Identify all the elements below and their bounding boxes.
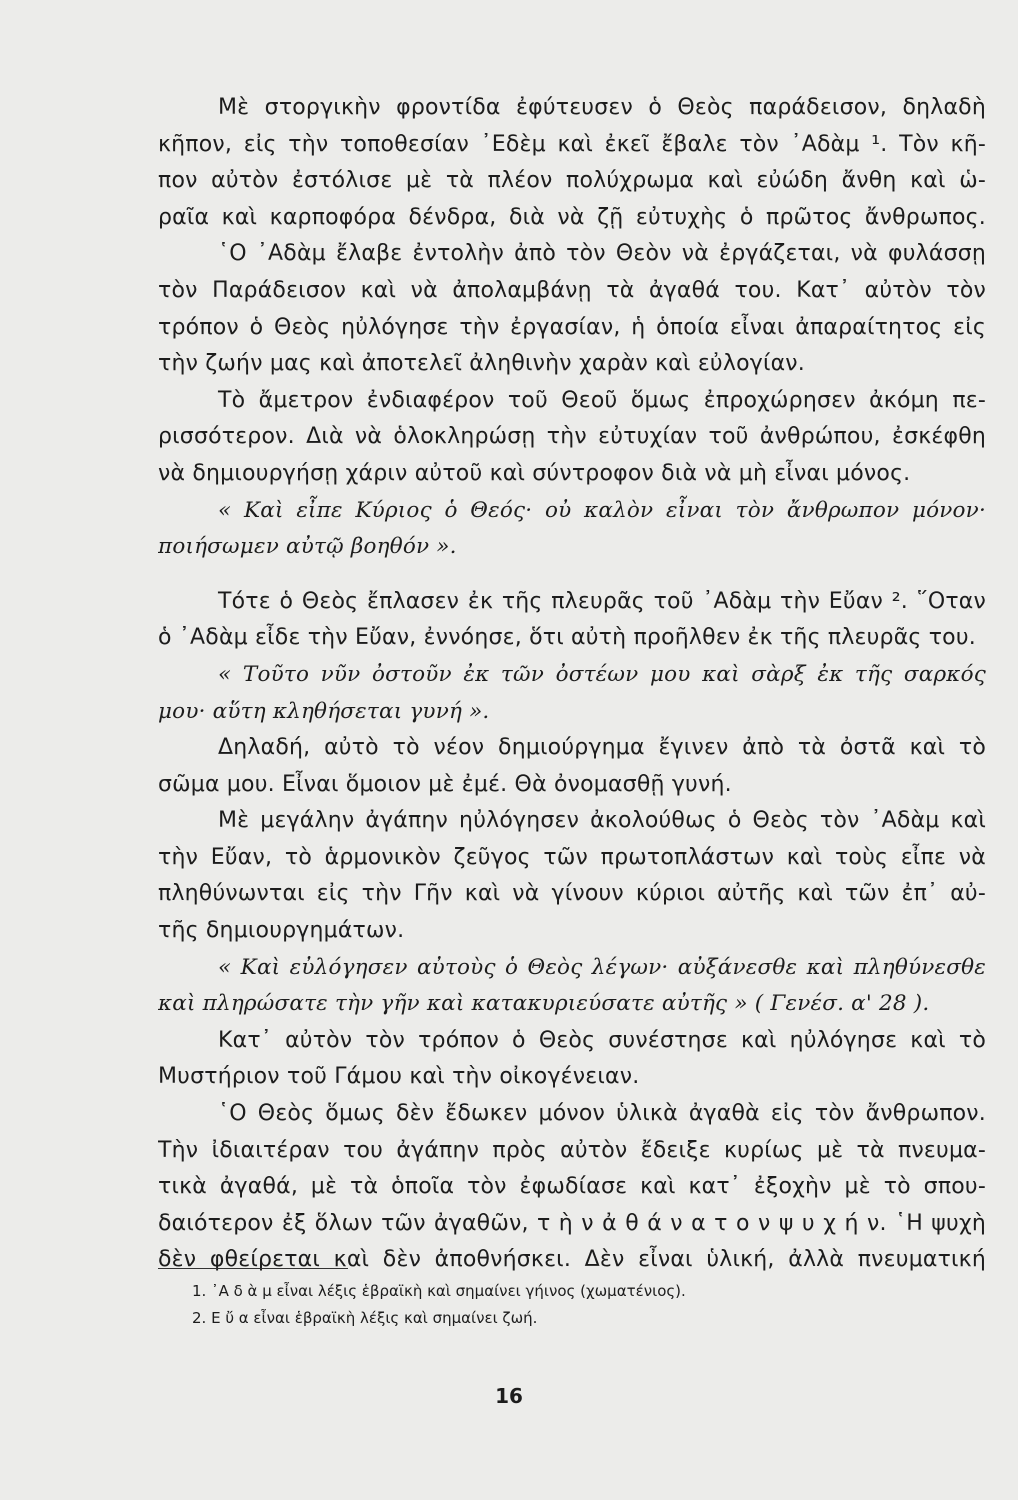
text-line: ὁ ᾿Αδὰμ εἶδε τὴν Εὔαν, ἐννόησε, ὅτι αὐτὴ προῆλθεν ἐκ τῆς πλευρᾶς του. (158, 625, 976, 651)
text-line: Κατ᾿ αὐτὸν τὸν τρόπον ὁ Θεὸς συνέστησε καὶ ηὐλόγησε καὶ τὸ (218, 1027, 986, 1053)
text-line: ῾Ο ᾿Αδὰμ ἔλαβε ἐντολὴν ἀπὸ τὸν Θεὸν νὰ ἐργάζεται, νὰ φυλάσσῃ (218, 241, 986, 267)
text-line: τρόπον ὁ Θεὸς ηὐλόγησε τὴν ἐργασίαν, ἡ ὁποία εἶναι ἀπαραίτητος εἰς (158, 314, 986, 340)
text-line: σῶμα μου. Εἶναι ὅμοιον μὲ ἐμέ. Θὰ ὀνομασθῇ γυνή. (158, 771, 732, 797)
text-line: πον αὐτὸν ἐστόλισε μὲ τὰ πλέον πολύχρωμα καὶ εὐώδη ἄνθη καὶ ὡ- (158, 168, 986, 194)
text-line: κῆπον, εἰς τὴν τοποθεσίαν ᾿Εδὲμ καὶ ἐκεῖ ἔβαλε τὸν ᾿Αδὰμ ¹. Τὸν κῆ- (158, 131, 986, 157)
footnote-divider (158, 1268, 348, 1269)
text-line: Μὲ στοργικὴν φροντίδα ἐφύτευσεν ὁ Θεὸς παράδεισον, δηλαδὴ (218, 95, 986, 120)
paragraph-gap (158, 566, 986, 584)
body-text (158, 90, 986, 1279)
quote-line: « Καὶ εἶπε Κύριος ὁ Θεός· οὐ καλὸν εἶναι τὸν ἄνθρωπον μόνον· (218, 497, 986, 523)
text-line: Μὲ μεγάλην ἀγάπην ηὐλόγησεν ἀκολούθως ὁ Θεὸς τὸν ᾿Αδὰμ καὶ (218, 808, 986, 834)
page-number: 16 (495, 1384, 523, 1408)
footnotes (192, 1278, 952, 1332)
footnote: 2. Ε ὔ α εἶναι ἑβραϊκὴ λέξις καὶ σημαίνει ζωή. (192, 1309, 538, 1327)
footnote: 1. ᾿Α δ ὰ μ εἶναι λέξις ἑβραϊκὴ καὶ σημαίνει γήινος (χωματένιος). (192, 1282, 686, 1300)
text-line: ρισσότερον. Διὰ νὰ ὁλοκληρώσῃ τὴν εὐτυχίαν τοῦ ἀνθρώπου, ἐσκέφθη (158, 424, 986, 450)
text-line: Τὸ ἄμετρον ἐνδιαφέρον τοῦ Θεοῦ ὅμως ἐπροχώρησεν ἀκόμη πε- (218, 387, 986, 413)
text-line: δαιότερον ἐξ ὅλων τῶν ἀγαθῶν, τ ὴ ν ἀ θ ά ν α τ ο ν ψ υ χ ή ν. ῾Η ψυχὴ (158, 1210, 986, 1236)
text-line: τῆς δημιουργημάτων. (158, 918, 405, 944)
text-line: τὸν Παράδεισον καὶ νὰ ἀπολαμβάνῃ τὰ ἀγαθά του. Κατ᾿ αὐτὸν τὸν (158, 277, 986, 303)
text-line: πληθύνωνται εἰς τὴν Γῆν καὶ νὰ γίνουν κύριοι αὐτῆς καὶ τῶν ἐπ᾿ αὐ- (158, 881, 986, 907)
text-line: τὴν ζωήν μας καὶ ἀποτελεῖ ἀληθινὴν χαρὰν καὶ εὐλογίαν. (158, 351, 805, 377)
quote-line: « Καὶ εὐλόγησεν αὐτοὺς ὁ Θεὸς λέγων· αὐξάνεσθε καὶ πληθύνεσθε (218, 954, 986, 980)
text-line: ῾Ο Θεὸς ὅμως δὲν ἔδωκεν μόνον ὑλικὰ ἀγαθὰ εἰς τὸν ἄνθρωπον. (218, 1101, 986, 1127)
quote-line: μου· αὕτη κληθήσεται γυνή ». (158, 698, 490, 724)
text-line: Τὴν ἰδιαιτέραν του ἀγάπην πρὸς αὐτὸν ἔδειξε κυρίως μὲ τὰ πνευμα- (158, 1137, 986, 1163)
text-line: Τότε ὁ Θεὸς ἔπλασεν ἐκ τῆς πλευρᾶς τοῦ ᾿Αδὰμ τὴν Εὔαν ². ῞Οταν (218, 588, 986, 614)
text-line: νὰ δημιουργήσῃ χάριν αὐτοῦ καὶ σύντροφον διὰ νὰ μὴ εἶναι μόνος. (158, 460, 911, 486)
text-line: τικὰ ἀγαθά, μὲ τὰ ὁποῖα τὸν ἐφωδίασε καὶ κατ᾿ ἐξοχὴν μὲ τὸ σπου- (158, 1174, 986, 1200)
text-line: ραῖα καὶ καρποφόρα δένδρα, διὰ νὰ ζῇ εὐτυχὴς ὁ πρῶτος ἄνθρωπος. (158, 204, 986, 230)
text-line: τὴν Εὔαν, τὸ ἁρμονικὸν ζεῦγος τῶν πρωτοπλάστων καὶ τοὺς εἶπε νὰ (158, 844, 986, 870)
quote-line: ποιήσωμεν αὐτῷ βοηθόν ». (158, 534, 457, 560)
text-line: δὲν φθείρεται καὶ δὲν ἀποθνήσκει. Δὲν εἶναι ὑλική, ἀλλὰ πνευματική (158, 1247, 986, 1273)
quote-line: καὶ πληρώσατε τὴν γῆν καὶ κατακυριεύσατε αὐτῆς » ( Γενέσ. α' 28 ). (158, 991, 930, 1017)
text-line: Μυστήριον τοῦ Γάμου καὶ τὴν οἰκογένειαν. (158, 1064, 640, 1090)
quote-line: « Τοῦτο νῦν ὀστοῦν ἐκ τῶν ὀστέων μου καὶ σὰρξ ἐκ τῆς σαρκός (218, 661, 986, 687)
text-line: Δηλαδή, αὐτὸ τὸ νέον δημιούργημα ἔγινεν ἀπὸ τὰ ὀστᾶ καὶ τὸ (218, 735, 986, 761)
